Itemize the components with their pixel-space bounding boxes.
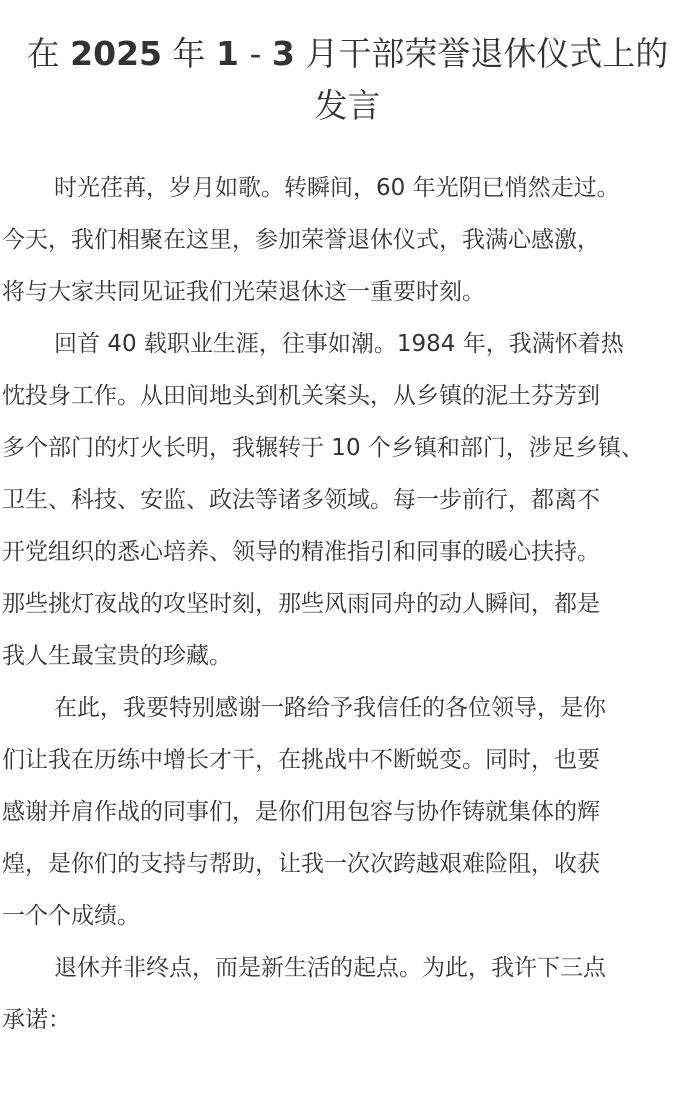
- title-line-1: [27, 34, 669, 73]
- title-month-start: 1: [216, 34, 239, 73]
- paragraph-line: 我人生最宝贵的珍藏。: [2, 643, 232, 669]
- title-part: 年: [162, 34, 216, 73]
- paragraph-line: 卫生、科技、安监、政法等诸多领域。每一步前行，都离不: [2, 487, 600, 513]
- title-part: 月干部荣誉退休仪式上的: [294, 34, 669, 73]
- paragraph-2: [2, 318, 693, 682]
- page-title: [2, 28, 693, 132]
- article-body: [2, 162, 693, 1046]
- paragraph-line: 一个个成绩。: [2, 903, 140, 929]
- title-year: 2025: [70, 34, 163, 73]
- title-part: -: [238, 34, 272, 73]
- paragraph-line: 将与大家共同见证我们光荣退休这一重要时刻。: [2, 279, 485, 305]
- paragraph-line: 忱投身工作。从田间地头到机关案头，从乡镇的泥土芬芳到: [2, 383, 600, 409]
- paragraph-line: 们让我在历练中增长才干，在挑战中不断蜕变。同时，也要: [2, 747, 600, 773]
- paragraph-line: 退休并非终点，而是新生活的起点。为此，我许下三点: [54, 955, 606, 981]
- paragraph-3: [2, 682, 693, 942]
- paragraph-line: 多个部门的灯火长明，我辗转于 10 个乡镇和部门，涉足乡镇、: [2, 435, 644, 461]
- paragraph-line: 在此，我要特别感谢一路给予我信任的各位领导，是你: [54, 695, 606, 721]
- paragraph-4: [2, 942, 693, 1046]
- paragraph-line: 今天，我们相聚在这里，参加荣誉退休仪式，我满心感激，: [2, 227, 600, 253]
- title-month-end: 3: [271, 34, 295, 73]
- paragraph-line: 承诺：: [2, 1007, 71, 1033]
- paragraph-line: 感谢并肩作战的同事们，是你们用包容与协作铸就集体的辉: [2, 799, 600, 825]
- title-line-2: 发言: [314, 86, 381, 125]
- paragraph-line: 煌，是你们的支持与帮助，让我一次次跨越艰难险阻，收获: [2, 851, 600, 877]
- paragraph-1: [2, 162, 693, 318]
- paragraph-line: 时光荏苒，岁月如歌。转瞬间，60 年光阴已悄然走过。: [54, 175, 620, 201]
- title-part: 在: [26, 34, 71, 73]
- paragraph-line: 回首 40 载职业生涯，往事如潮。1984 年，我满怀着热: [54, 331, 624, 357]
- paragraph-line: 那些挑灯夜战的攻坚时刻，那些风雨同舟的动人瞬间，都是: [2, 591, 600, 617]
- paragraph-line: 开党组织的悉心培养、领导的精准指引和同事的暖心扶持。: [2, 539, 600, 565]
